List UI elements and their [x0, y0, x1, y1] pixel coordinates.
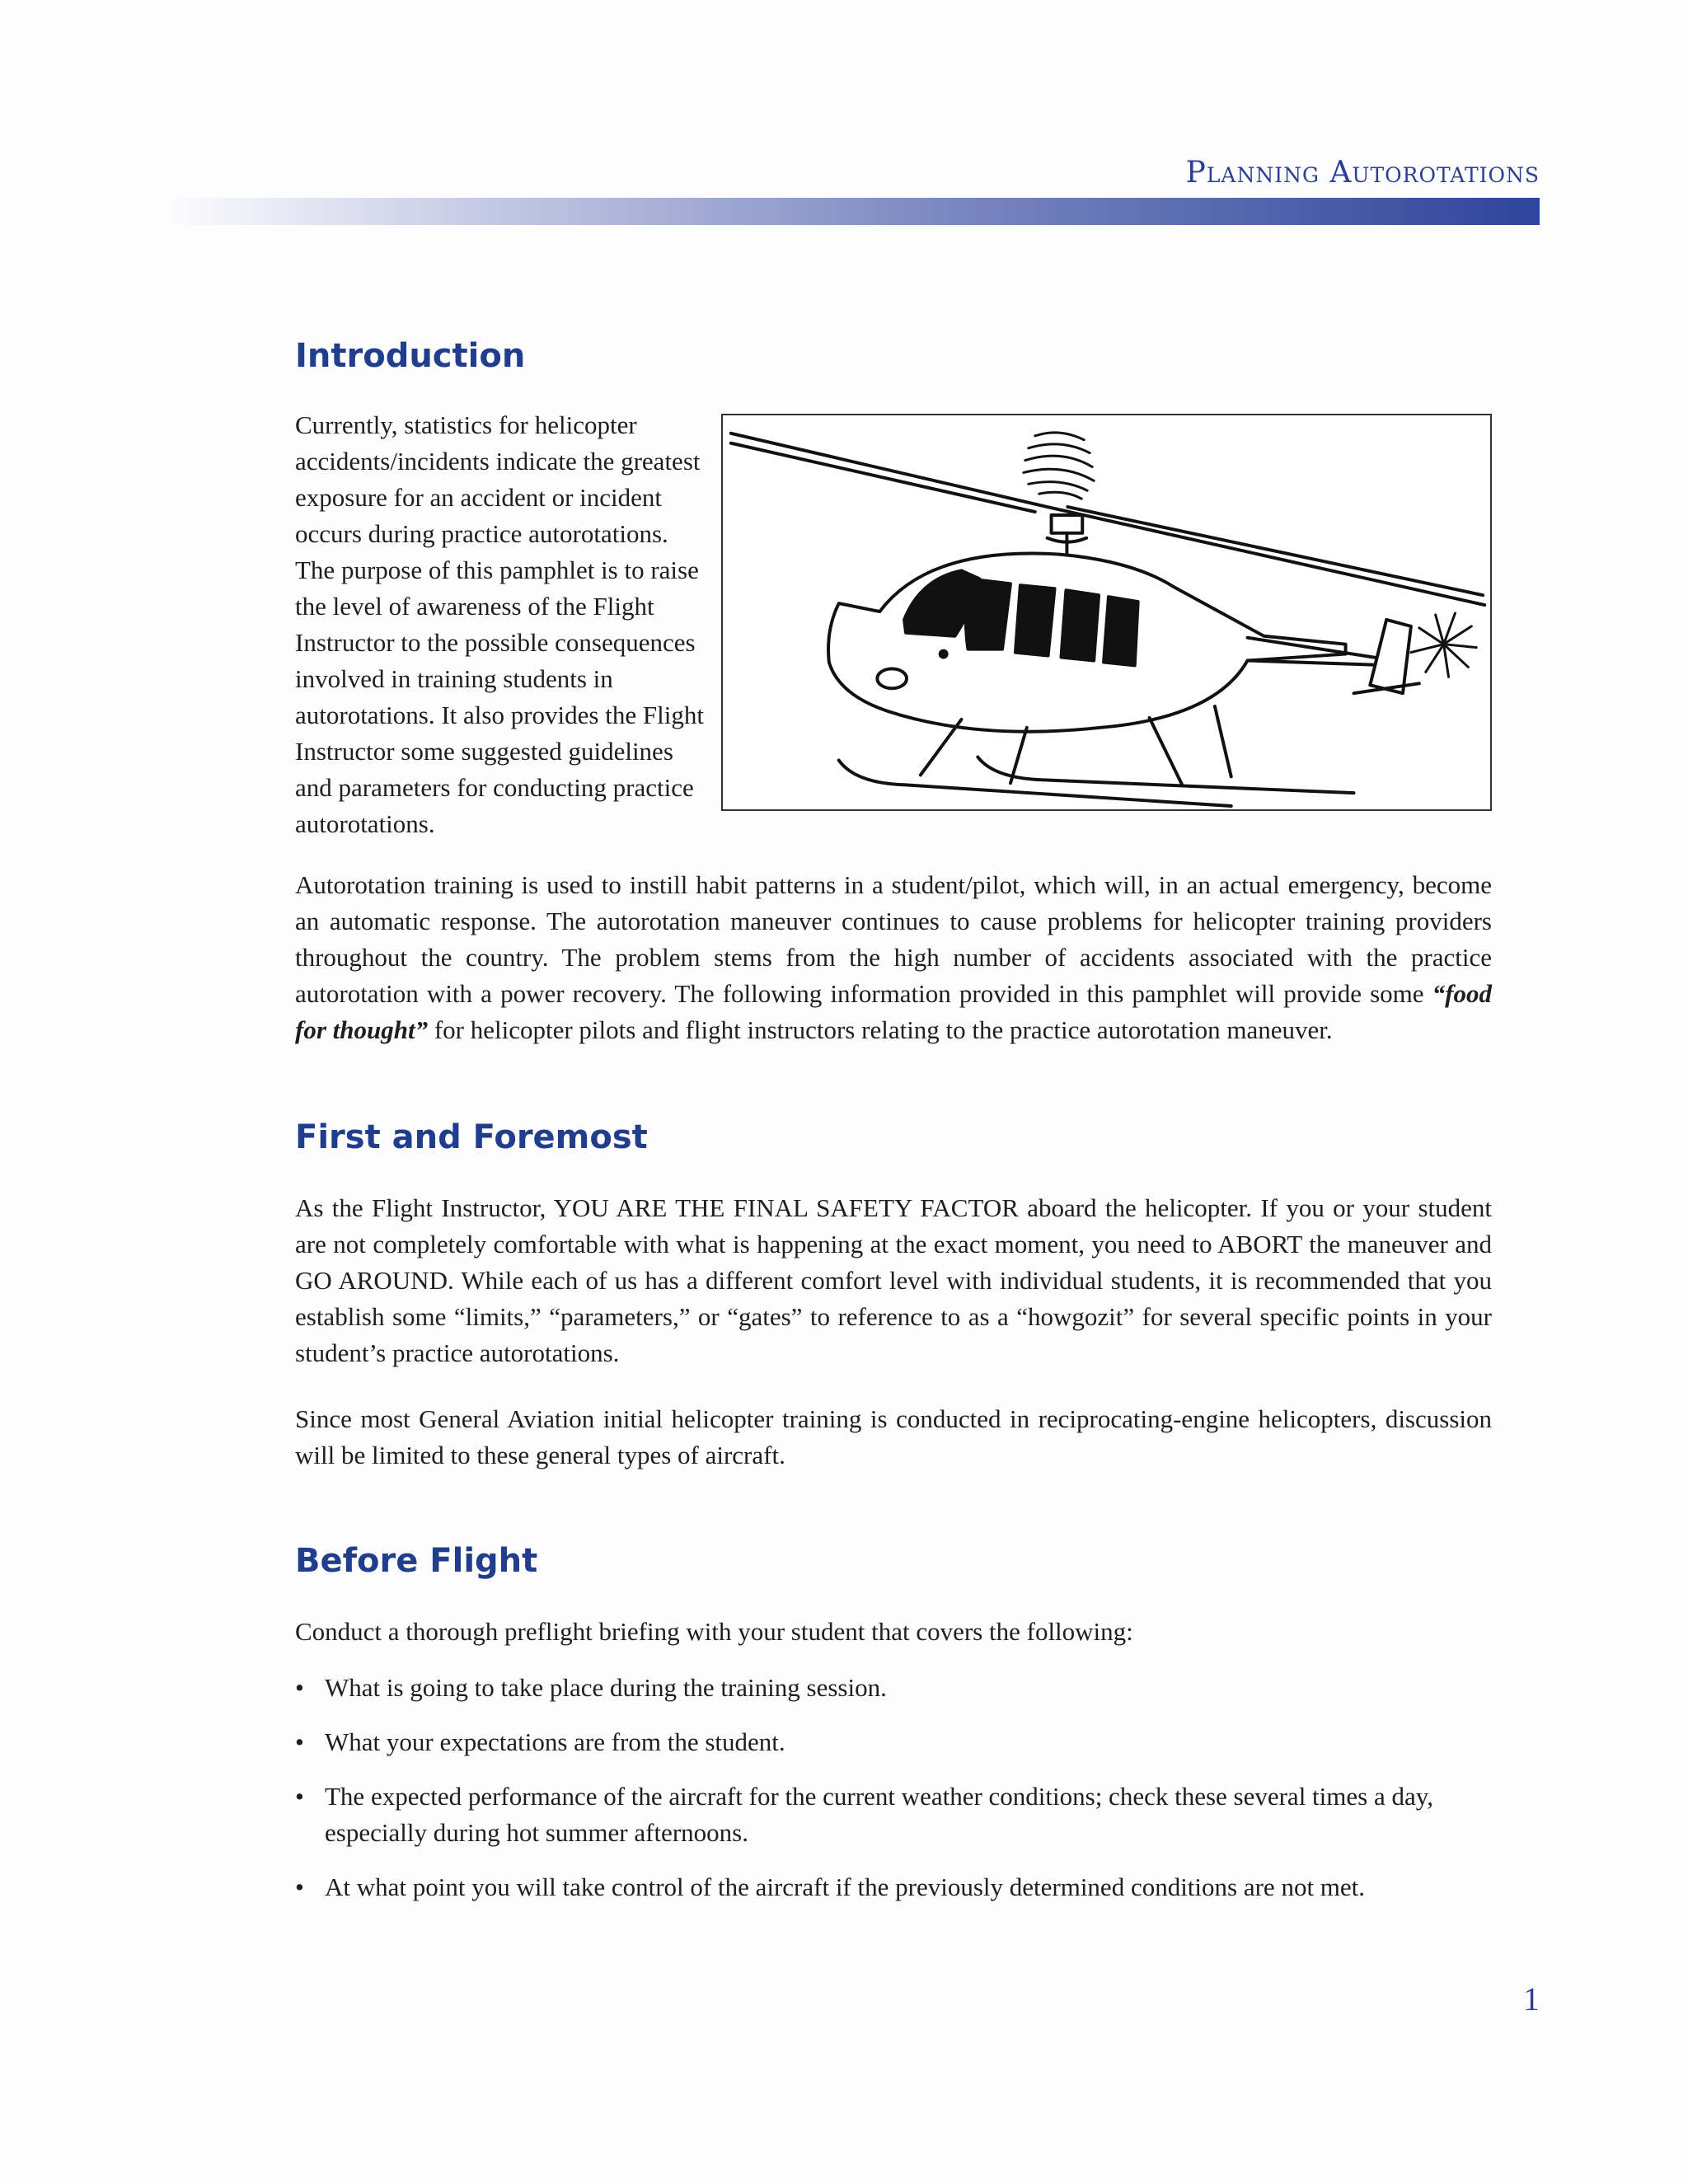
- intro-p2-text-a: Autorotation training is used to instill habit patterns in a student/pilot, which will, in an actual emergency, become an automatic response. The autorotation maneuver continues to cause problems for helicopter training providers throughout the country. The problem stems from the high number of accidents associated with the practice autorotation with a power recovery. The following information provided in this pamphlet will provide some: [295, 870, 1492, 1008]
- list-item: • The expected performance of the aircraft for the current weather conditions; check these several times a day, especially during hot summer afternoons.: [295, 1779, 1492, 1851]
- section-heading-first-and-foremost: First and Foremost: [295, 1118, 648, 1156]
- intro-paragraph: Currently, statistics for helicopter accidents/incidents indicate the greatest exposure for an accident or incident occurs during practice autorotations. The purpose of this pamphlet is to raise the level of awareness of the Flight Instructor to the possible consequences involved in training students in autorotations. It also provides the Flight Instructor some suggested guidelines and parameters for conducting practice autorotations.: [295, 410, 704, 838]
- preflight-bullet-list: [295, 1670, 1492, 1905]
- intro-paragraph-2: [295, 867, 1492, 1048]
- section-heading-introduction: Introduction: [295, 337, 526, 375]
- first-paragraph-1: As the Flight Instructor, YOU ARE THE FINAL SAFETY FACTOR aboard the helicopter. If you or your student are not completely comfortable with what is happening at the exact moment, you need to ABORT the maneuver and GO AROUND. While each of us has a different comfort level with individual students, it is recommended that you establish some “limits,” “parameters,” or “gates” to reference to as a “howgozit” for several specific points in your student’s practice autorotations.: [295, 1193, 1492, 1367]
- list-item: • At what point you will take control of the aircraft if the previously determined conditions are not met.: [295, 1869, 1492, 1905]
- food-for-thought-emphasis: “food for thought”: [295, 979, 1492, 1044]
- first-paragraph-2: Since most General Aviation initial helicopter training is conducted in reciprocating-engine helicopters, discussion will be limited to these general types of aircraft.: [295, 1404, 1492, 1469]
- list-item: • What is going to take place during the training session.: [295, 1670, 1492, 1706]
- intro-p2-text-b: for helicopter pilots and flight instructors relating to the practice autorotation maneuver.: [428, 1015, 1333, 1044]
- helicopter-drawing: [723, 415, 1490, 809]
- header-gradient-rule: [152, 198, 1540, 225]
- section-heading-before-flight: Before Flight: [295, 1542, 538, 1580]
- helicopter-illustration: [721, 414, 1492, 811]
- before-flight-lead: Conduct a thorough preflight briefing with your student that covers the following:: [295, 1617, 1133, 1646]
- intro-row: [295, 407, 1492, 842]
- page-content: [295, 337, 1492, 1905]
- list-item: • What your expectations are from the student.: [295, 1724, 1492, 1760]
- page-number: 1: [1523, 1980, 1540, 2018]
- running-title: Planning Autorotations: [1185, 156, 1540, 190]
